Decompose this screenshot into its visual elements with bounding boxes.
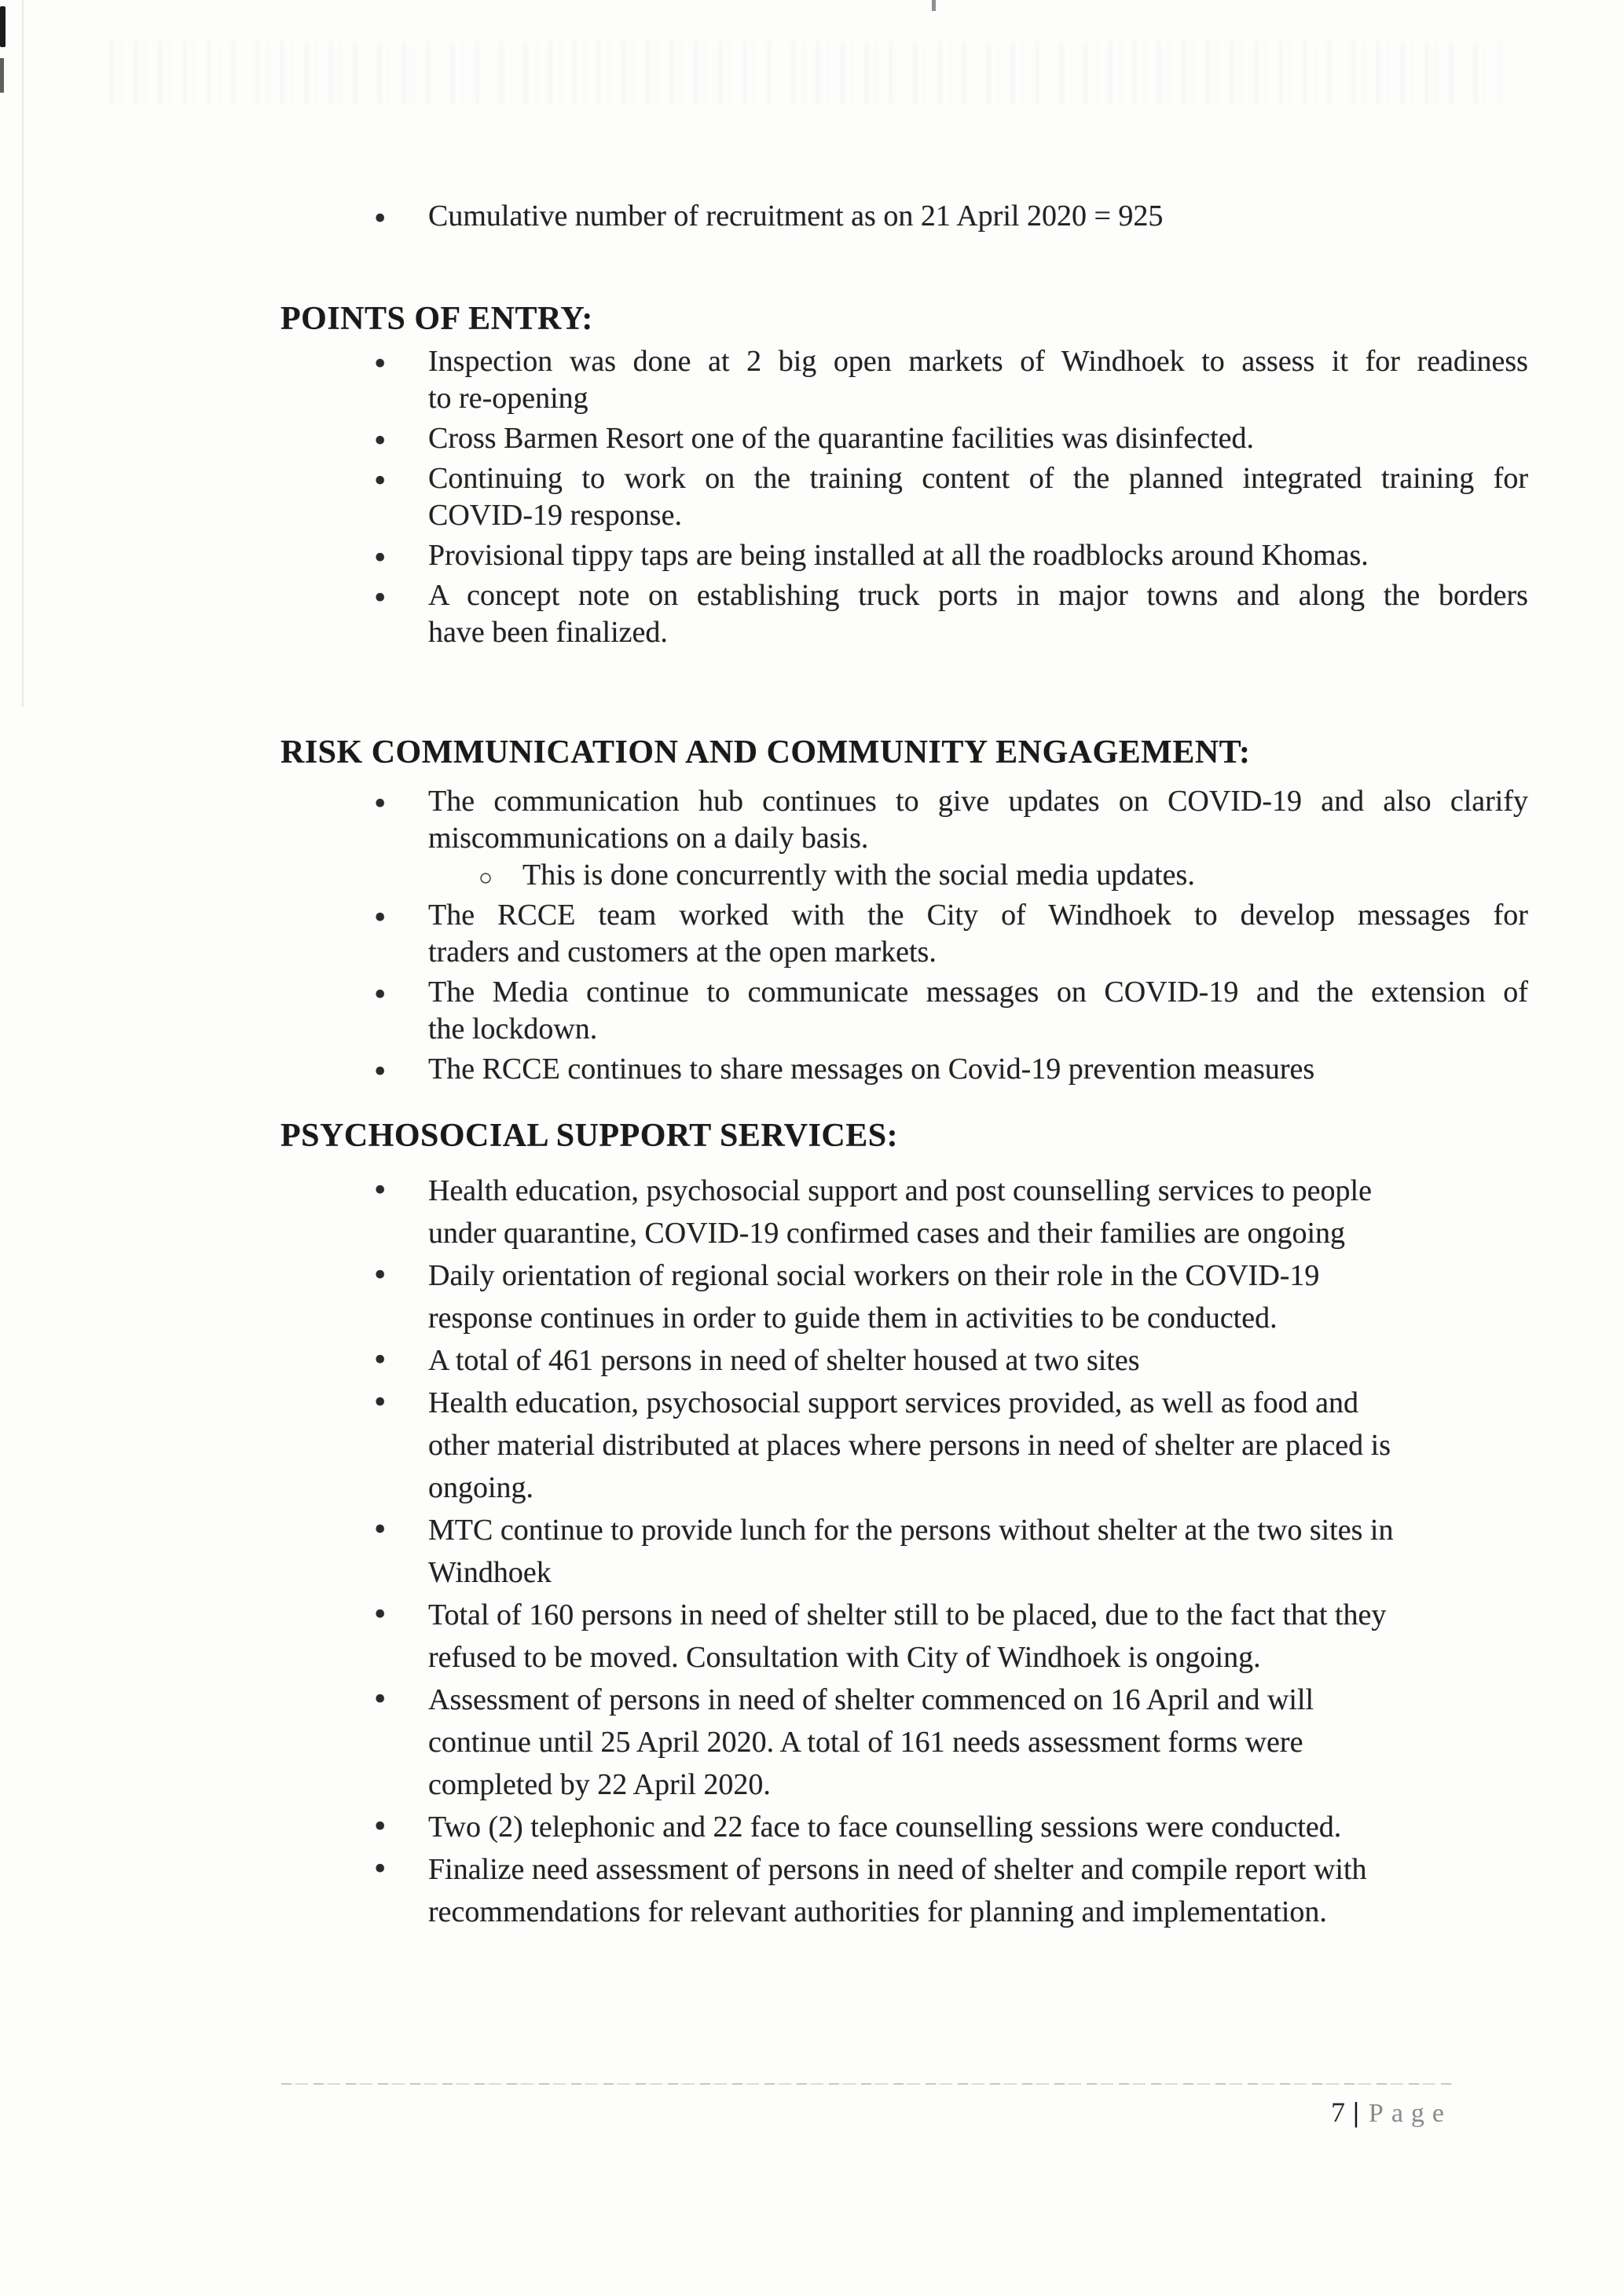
bullet-line (428, 1254, 1528, 1297)
footer-separator-line (281, 2083, 1452, 2085)
bullet-icon (374, 1339, 386, 1379)
bullet-line (428, 1467, 1528, 1509)
bullet-line (428, 1297, 1528, 1339)
bullet-line (428, 1679, 1528, 1721)
bullet-line (428, 460, 1528, 497)
bullet-line-text: Cross Barmen Resort one of the quarantine facilities was disinfected. (428, 422, 1255, 455)
bullet-item (369, 343, 1528, 417)
bullet-icon (374, 537, 386, 577)
bullet-line (428, 783, 1528, 820)
bullet-item (369, 783, 1528, 894)
bullet-item (369, 577, 1528, 651)
bullet-line (522, 857, 1528, 894)
bullet-line-text: Cumulative number of recruitment as on 21 April 2020 = 925 (428, 200, 1164, 233)
sub-bullet-item (428, 857, 1528, 894)
bullet-line-text: Assessment of persons in need of shelter commenced on 16 April and will (428, 1683, 1314, 1716)
bullet-line-text: ongoing. (428, 1471, 534, 1504)
bullet-line-text: Health education, psychosocial support and post counselling services to people (428, 1174, 1372, 1207)
sub-bullet-icon (478, 859, 493, 893)
bullet-icon (374, 420, 386, 460)
bullet-line (428, 497, 1528, 534)
bullet-line-text: Total of 160 persons in need of shelter still to be placed, due to the fact that they (428, 1598, 1387, 1631)
bullet-item (369, 1848, 1528, 1933)
bullet-line-text: The Media continue to communicate messages on COVID-19 and the extension of (428, 976, 1528, 1009)
bullet-icon (374, 897, 386, 937)
bullet-line-text: COVID-19 response. (428, 499, 682, 532)
bullet-item (369, 1339, 1528, 1382)
bullet-line-text: under quarantine, COVID-19 confirmed cases and their families are ongoing (428, 1217, 1346, 1250)
bullet-item (369, 1170, 1528, 1254)
bullet-line (428, 1721, 1528, 1763)
bullet-line (428, 1509, 1528, 1551)
bullet-icon (374, 198, 386, 238)
risk-communication-list (369, 783, 1528, 1091)
bullet-line (428, 614, 1528, 651)
bullet-item (369, 974, 1528, 1048)
bullet-line (428, 1763, 1528, 1806)
scan-edge-line (22, 0, 24, 707)
footer-divider: | (1352, 2096, 1359, 2128)
bullet-line-text: Two (2) telephonic and 22 face to face counselling sessions were conducted. (428, 1811, 1342, 1844)
bullet-item (369, 1382, 1528, 1509)
bullet-line-text: The communication hub continues to give updates on COVID-19 and also clarify (428, 785, 1529, 818)
scan-edge-mark (0, 58, 4, 93)
bullet-item (369, 420, 1528, 457)
bullet-line-text: have been finalized. (428, 616, 668, 649)
bullet-line-text: Continuing to work on the training content of the planned integrated training for (428, 462, 1529, 495)
bullet-line-text: A total of 461 persons in need of shelter housed at two sites (428, 1344, 1140, 1377)
bullet-line (428, 974, 1528, 1011)
psychosocial-support-list (369, 1170, 1528, 1933)
bullet-item (369, 897, 1528, 971)
bullet-icon (374, 343, 386, 383)
section-heading-risk-communication: RISK COMMUNICATION AND COMMUNITY ENGAGEMENT: (280, 734, 1251, 771)
bullet-line (428, 380, 1528, 417)
bullet-line (428, 1051, 1528, 1088)
bullet-line-text: to re-opening (428, 382, 588, 415)
bullet-line (428, 1424, 1528, 1467)
bullet-line-text: A concept note on establishing truck ports in major towns and along the borders (428, 579, 1528, 612)
bullet-icon (374, 1382, 386, 1422)
bullet-line-text: Daily orientation of regional social workers on their role in the COVID-19 (428, 1259, 1320, 1292)
bullet-item (369, 1254, 1528, 1339)
scan-edge-mark (0, 6, 5, 47)
bullet-icon (374, 1848, 386, 1888)
bullet-icon (374, 460, 386, 500)
bullet-line (428, 1636, 1528, 1679)
bullet-line (428, 934, 1528, 971)
bullet-item (369, 1594, 1528, 1679)
scan-ghost-text-band (110, 41, 1501, 105)
bullet-line-text: response continues in order to guide them in activities to be conducted. (428, 1302, 1278, 1335)
bullet-line (428, 820, 1528, 857)
bullet-line (428, 343, 1528, 380)
bullet-line (428, 897, 1528, 934)
bullet-line (428, 1551, 1528, 1594)
bullet-line-text: traders and customers at the open markets. (428, 936, 937, 969)
bullet-line (428, 198, 1528, 235)
bullet-icon (374, 577, 386, 617)
bullet-line (428, 1891, 1528, 1933)
bullet-item (369, 1509, 1528, 1594)
bullet-icon (374, 1170, 386, 1210)
bullet-line (428, 420, 1528, 457)
bullet-line (428, 1806, 1528, 1848)
bullet-line-text: recommendations for relevant authorities for planning and implementation. (428, 1895, 1327, 1928)
bullet-line-text: miscommunications on a daily basis. (428, 822, 869, 855)
bullet-icon (374, 783, 386, 823)
intro-bullet-list (369, 198, 1528, 238)
bullet-line (428, 577, 1528, 614)
points-of-entry-list (369, 343, 1528, 654)
bullet-line-text: completed by 22 April 2020. (428, 1768, 771, 1801)
bullet-line (428, 1011, 1528, 1048)
bullet-line (428, 1848, 1528, 1891)
bullet-icon (374, 1254, 386, 1294)
bullet-line-text: the lockdown. (428, 1013, 598, 1045)
bullet-icon (374, 1806, 386, 1846)
section-heading-points-of-entry: POINTS OF ENTRY: (280, 300, 593, 337)
bullet-icon (374, 1509, 386, 1549)
bullet-line-text: MTC continue to provide lunch for the persons without shelter at the two sites in (428, 1514, 1394, 1547)
scan-top-tick (932, 0, 936, 11)
bullet-icon (374, 1051, 386, 1091)
bullet-line (428, 1170, 1528, 1212)
bullet-line-text: refused to be moved. Consultation with City of Windhoek is ongoing. (428, 1641, 1261, 1674)
bullet-line-text: The RCCE team worked with the City of Windhoek to develop messages for (428, 899, 1528, 932)
bullet-line-text: Windhoek (428, 1556, 552, 1589)
bullet-item (369, 460, 1528, 534)
bullet-line (428, 1212, 1528, 1254)
bullet-line (428, 537, 1528, 574)
bullet-line-text: This is done concurrently with the social media updates. (522, 859, 1195, 892)
bullet-item (369, 1051, 1528, 1088)
bullet-line-text: Health education, psychosocial support services provided, as well as food and (428, 1386, 1359, 1419)
bullet-line (428, 1382, 1528, 1424)
page-footer (1331, 2096, 1452, 2129)
bullet-line-text: Inspection was done at 2 big open markets of Windhoek to assess it for readiness (428, 345, 1528, 378)
bullet-item (369, 1806, 1528, 1848)
bullet-line (428, 1594, 1528, 1636)
bullet-icon (374, 974, 386, 1014)
bullet-line-text: The RCCE continues to share messages on Covid-19 prevention measures (428, 1053, 1315, 1086)
bullet-line-text: other material distributed at places where persons in need of shelter are placed is (428, 1429, 1391, 1462)
sub-bullet-list (428, 857, 1528, 894)
section-heading-psychosocial-support: PSYCHOSOCIAL SUPPORT SERVICES: (280, 1117, 899, 1154)
bullet-icon (374, 1679, 386, 1719)
bullet-item (369, 198, 1528, 235)
footer-page-label: Page (1368, 2099, 1452, 2128)
bullet-item (369, 1679, 1528, 1806)
bullet-line-text: Provisional tippy taps are being installed at all the roadblocks around Khomas. (428, 539, 1369, 572)
bullet-line (428, 1339, 1528, 1382)
bullet-line-text: Finalize need assessment of persons in need of shelter and compile report with (428, 1853, 1367, 1886)
bullet-line-text: continue until 25 April 2020. A total of 161 needs assessment forms were (428, 1726, 1303, 1759)
page-number: 7 (1330, 2096, 1345, 2128)
bullet-item (369, 537, 1528, 574)
bullet-icon (374, 1594, 386, 1634)
